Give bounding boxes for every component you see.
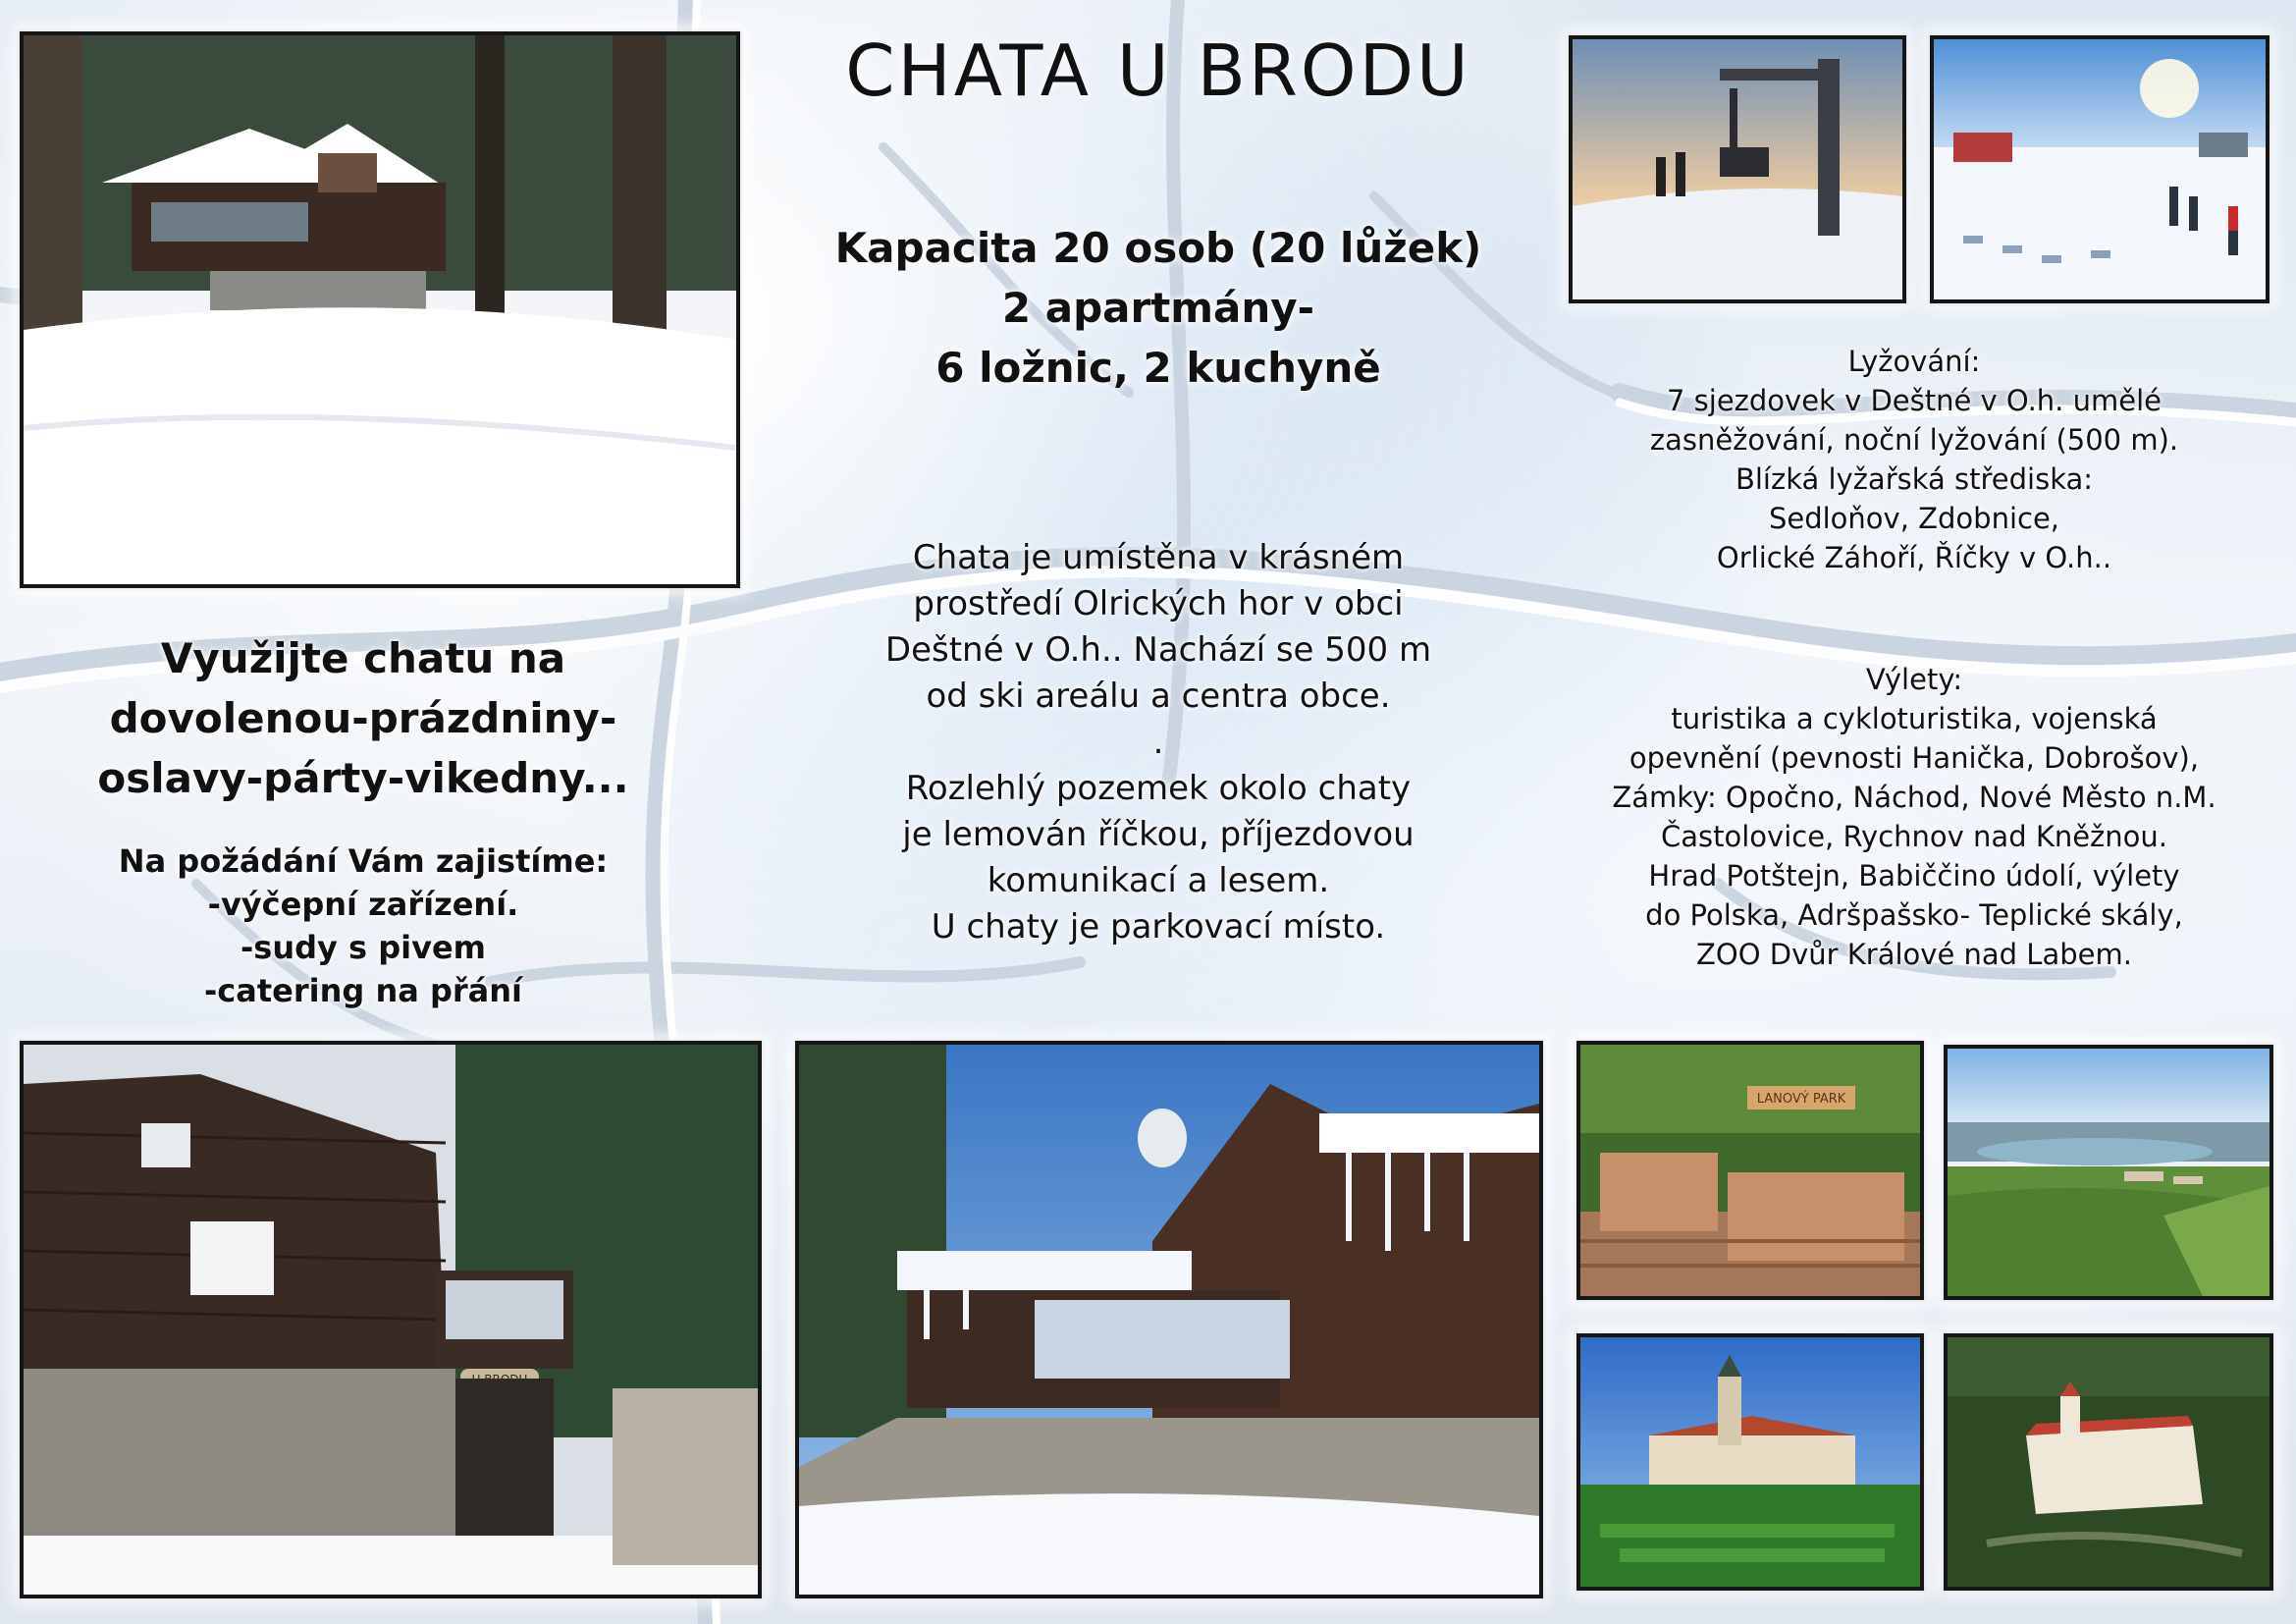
skiing-line: zasněžování, noční lyžování (500 m). xyxy=(1649,423,2179,457)
page-title: CHATA U BRODU xyxy=(845,29,1471,112)
cabin-description xyxy=(805,535,1512,950)
trips-line: Častolovice, Rychnov nad Kněžnou. xyxy=(1661,820,2167,853)
photo-rope-park xyxy=(1576,1041,1924,1300)
photo-cabin-winter xyxy=(20,31,740,588)
services-on-request xyxy=(59,839,667,1012)
usage-line: oslavy-párty-vikedny... xyxy=(97,754,629,802)
trips-info xyxy=(1551,660,2277,974)
rope-park-sign-text: LANOVÝ PARK xyxy=(1756,1092,1846,1107)
trips-heading: Výlety: xyxy=(1865,663,1963,696)
trips-line: opevnění (pevnosti Hanička, Dobrošov), xyxy=(1629,741,2200,775)
trips-line: Zámky: Opočno, Náchod, Nové Město n.M. xyxy=(1612,781,2216,814)
trips-line: Hrad Potštejn, Babiččino údolí, výlety xyxy=(1648,859,2180,893)
skiing-line: Orlické Záhoří, Říčky v O.h.. xyxy=(1716,541,2112,574)
request-item: -sudy s pivem xyxy=(240,929,486,966)
skiing-info xyxy=(1571,342,2258,577)
usage-line: dovolenou-prázdniny- xyxy=(109,694,617,742)
trips-line: turistika a cykloturistika, vojenská xyxy=(1671,702,2158,735)
description-line: Deštné v O.h.. Nachází se 500 m xyxy=(884,630,1432,670)
request-item: -catering na přání xyxy=(204,972,522,1009)
description-line: od ski areálu a centra obce. xyxy=(926,677,1391,716)
house-sign-text: U BRODU xyxy=(471,1373,528,1386)
skiing-line: Sedloňov, Zdobnice, xyxy=(1768,502,2060,535)
usage-headline xyxy=(59,628,667,808)
photo-ski-slope xyxy=(1930,35,2269,303)
capacity-line: 2 apartmány- xyxy=(1001,284,1315,332)
skiing-line: 7 sjezdovek v Deštné v O.h. umělé xyxy=(1667,384,2162,417)
photo-cabin-icicles xyxy=(795,1041,1543,1598)
photo-castle-nachod xyxy=(1576,1333,1924,1591)
trips-line: ZOO Dvůr Králové nad Labem. xyxy=(1696,938,2132,971)
usage-line: Využijte chatu na xyxy=(160,634,566,682)
description-line: Rozlehlý pozemek okolo chaty xyxy=(905,769,1412,808)
capacity-line: Kapacita 20 osob (20 lůžek) xyxy=(834,224,1482,272)
photo-landscape-lake xyxy=(1944,1045,2273,1300)
description-line: Chata je umístěna v krásném xyxy=(912,538,1405,577)
skiing-heading: Lyžování: xyxy=(1847,345,1981,378)
photo-castle-aerial xyxy=(1944,1333,2273,1591)
description-line: . xyxy=(1152,723,1164,762)
photo-cabin-front xyxy=(20,1041,762,1598)
capacity-line: 6 ložnic, 2 kuchyně xyxy=(935,344,1381,392)
description-line: prostředí Olrických hor v obci xyxy=(913,584,1404,623)
skiing-line: Blízká lyžařská střediska: xyxy=(1735,462,2094,496)
description-line: je lemován říčkou, příjezdovou xyxy=(902,815,1415,854)
request-item: -výčepní zařízení. xyxy=(207,886,519,923)
request-heading: Na požádání Vám zajistíme: xyxy=(118,842,609,880)
trips-line: do Polska, Adršpašsko- Teplické skály, xyxy=(1645,898,2183,932)
description-line: komunikací a lesem. xyxy=(987,861,1330,900)
capacity-info xyxy=(766,218,1551,398)
photo-ski-lift xyxy=(1569,35,1906,303)
description-line: U chaty je parkovací místo. xyxy=(931,907,1386,947)
